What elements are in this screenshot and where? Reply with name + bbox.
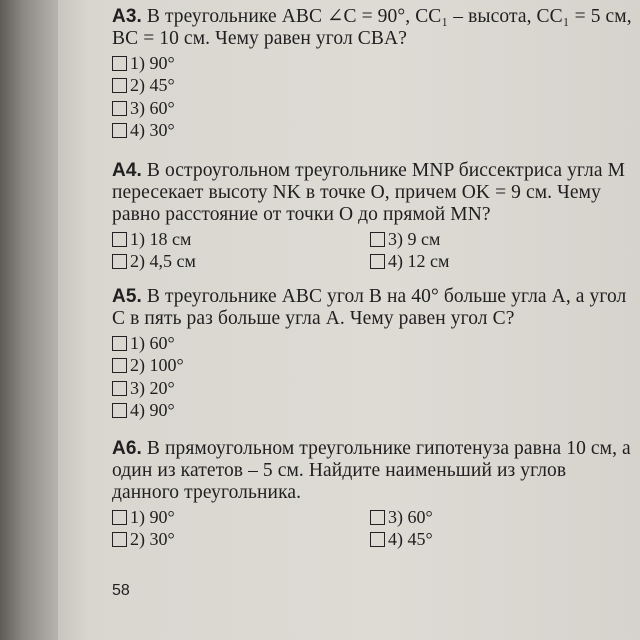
question-a6-text [112, 438, 632, 504]
checkbox[interactable] [370, 232, 385, 247]
answer-option[interactable] [112, 75, 632, 98]
question-a4-body: В остроугольном треугольнике MNP биссектриса угла M пересекает высоту NK в точке O, причем OK = 9 см. Чему равно расстояние от точки O до прямой MN? [112, 160, 626, 225]
option-label: 3) 9 см [388, 228, 441, 249]
checkbox[interactable] [112, 358, 127, 373]
checkbox[interactable] [370, 254, 385, 269]
checkbox[interactable] [112, 532, 127, 547]
question-a4 [112, 160, 632, 273]
question-a3-options [112, 52, 632, 142]
option-label: 1) 90° [130, 506, 175, 527]
option-label: 4) 45° [388, 529, 433, 550]
checkbox[interactable] [112, 336, 127, 351]
question-a3-text [112, 6, 632, 50]
answer-option[interactable] [112, 355, 632, 378]
option-label: 3) 60° [130, 97, 175, 118]
checkbox[interactable] [112, 510, 127, 525]
answer-option[interactable] [370, 506, 570, 529]
question-a6-options [112, 506, 632, 551]
answer-option[interactable] [370, 529, 570, 552]
answer-option[interactable] [370, 251, 570, 274]
option-label: 2) 30° [130, 529, 175, 550]
question-a4-options [112, 228, 632, 273]
answer-option[interactable] [112, 228, 370, 251]
page-number: 58 [112, 582, 130, 599]
question-a5-body: В треугольнике ABC угол B на 40° больше угла A, а угол C в пять раз больше угла A. Чему равен угол C? [112, 286, 627, 329]
question-a5-number: А5. [112, 286, 142, 307]
question-a3-body: В треугольнике ABC ∠C = 90°, CC₁ – высота, CC₁ = 5 см, BC = 10 см. Чему равен угол CBA? [112, 6, 632, 49]
option-label: 3) 20° [130, 377, 175, 398]
option-label: 1) 18 см [130, 228, 192, 249]
question-a6-body: В прямоугольном треугольнике гипотенуза равна 10 см, а один из катетов – 5 см. Найдите наименьший из углов данного треугольника. [112, 438, 631, 503]
answer-option[interactable] [112, 97, 632, 120]
option-label: 4) 90° [130, 400, 175, 421]
answer-option[interactable] [112, 120, 632, 143]
checkbox[interactable] [112, 101, 127, 116]
checkbox[interactable] [370, 532, 385, 547]
checkbox[interactable] [112, 123, 127, 138]
answer-option[interactable] [112, 377, 632, 400]
answer-option[interactable] [112, 52, 632, 75]
question-a3 [112, 6, 632, 142]
checkbox[interactable] [112, 403, 127, 418]
answer-option[interactable] [112, 332, 632, 355]
checkbox[interactable] [112, 254, 127, 269]
option-label: 2) 45° [130, 75, 175, 96]
option-label: 3) 60° [388, 506, 433, 527]
answer-option[interactable] [112, 251, 370, 274]
option-label: 2) 100° [130, 355, 184, 376]
question-a6-number: А6. [112, 438, 142, 459]
answer-option[interactable] [112, 529, 370, 552]
option-label: 2) 4,5 см [130, 251, 196, 272]
checkbox[interactable] [112, 78, 127, 93]
question-a5-text [112, 286, 632, 330]
answer-option[interactable] [112, 400, 632, 423]
checkbox[interactable] [370, 510, 385, 525]
question-a4-text [112, 160, 632, 226]
answer-option[interactable] [370, 228, 570, 251]
option-label: 4) 12 см [388, 251, 450, 272]
checkbox[interactable] [112, 381, 127, 396]
option-label: 1) 90° [130, 52, 175, 73]
question-a6 [112, 438, 632, 551]
question-a4-number: А4. [112, 160, 142, 181]
option-label: 1) 60° [130, 332, 175, 353]
option-label: 4) 30° [130, 120, 175, 141]
checkbox[interactable] [112, 232, 127, 247]
question-a5 [112, 286, 632, 422]
question-a5-options [112, 332, 632, 422]
checkbox[interactable] [112, 56, 127, 71]
book-spine-shadow [0, 0, 58, 640]
answer-option[interactable] [112, 506, 370, 529]
question-a3-number: А3. [112, 6, 142, 27]
